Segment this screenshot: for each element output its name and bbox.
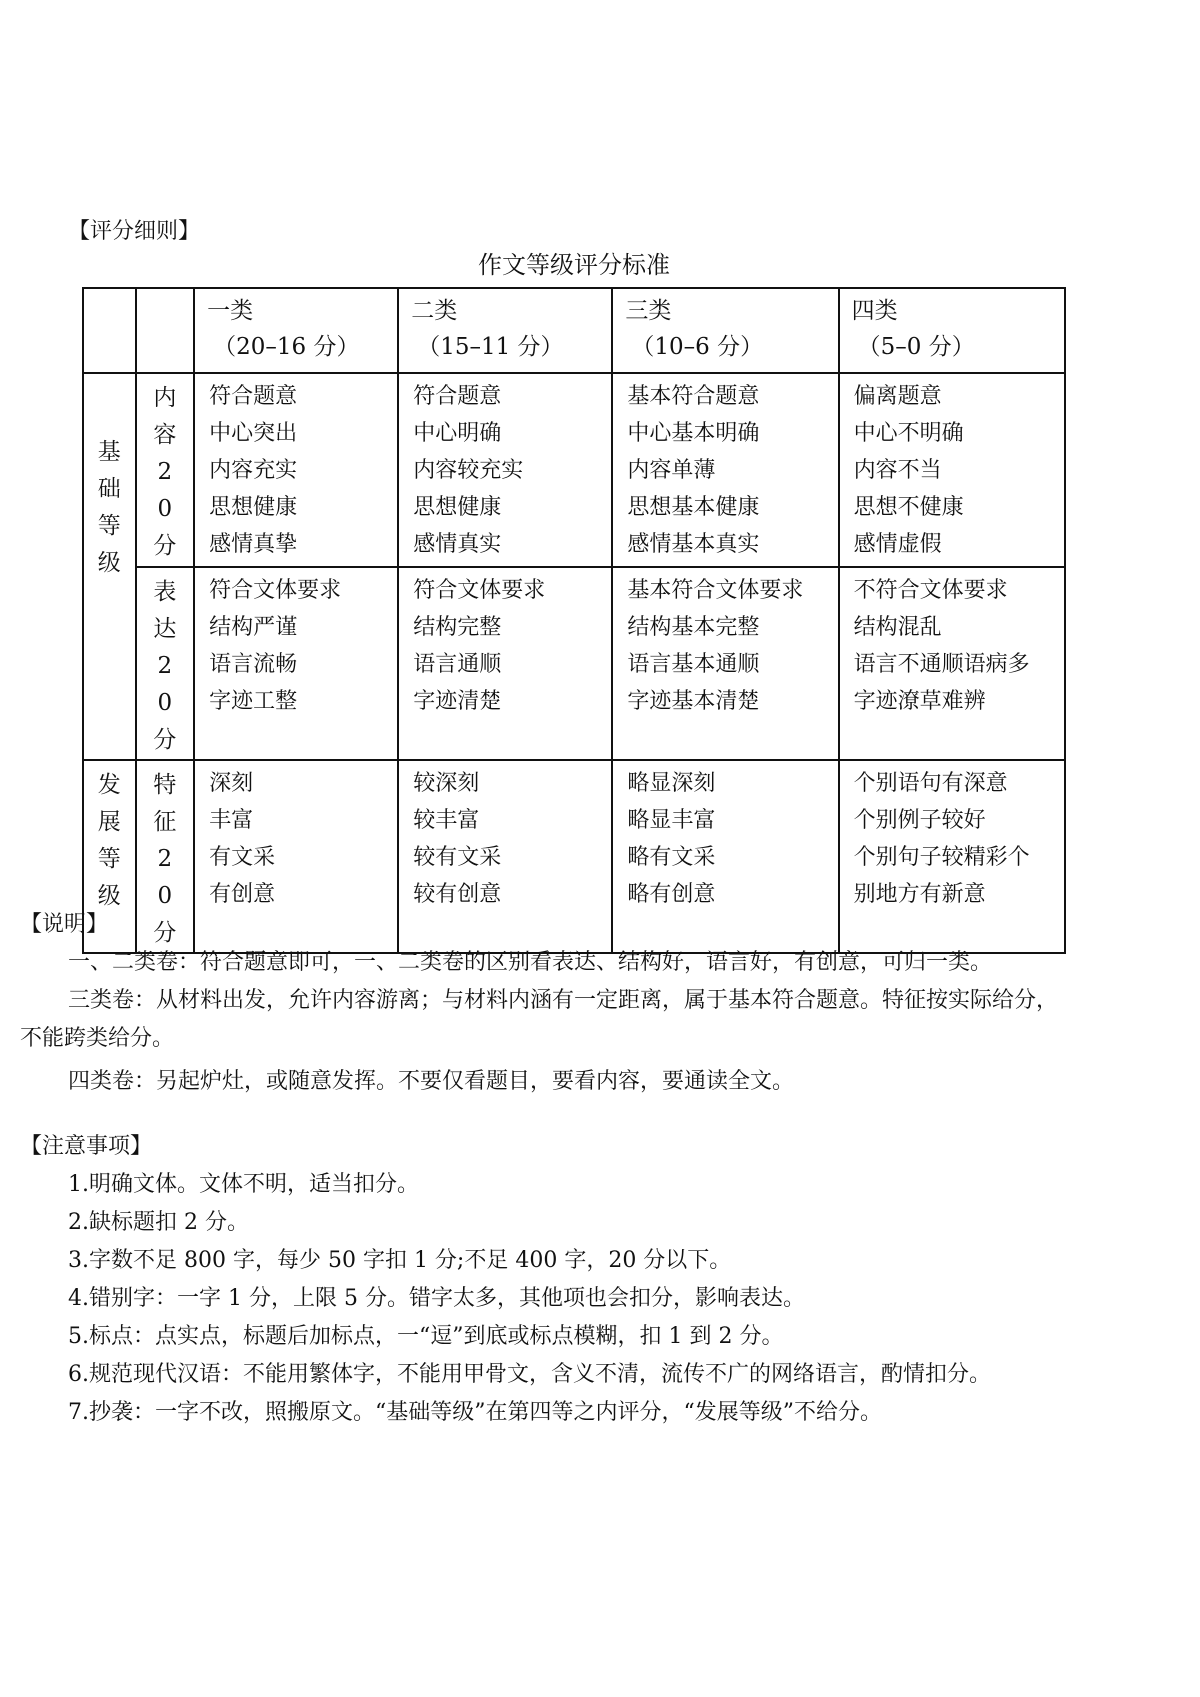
criterion: 中心基本明确 [627,421,760,446]
criterion: 符合文体要求 [209,578,342,603]
criteria-cell [194,760,398,953]
sub-label-features [136,760,195,953]
level-range: （5–0 分） [857,334,975,360]
criterion: 内容不当 [853,458,942,483]
level-name: 三类 [625,298,672,324]
empty-corner-cell [136,288,195,373]
criterion: 结构严谨 [209,615,298,640]
criterion: 略显丰富 [627,808,716,833]
note-paragraph: 四类卷：另起炉灶，或随意发挥。不要仅看题目，要看内容，要通读全文。 [68,1069,795,1094]
criterion: 深刻 [209,771,254,796]
criterion: 内容较充实 [413,458,524,483]
attention-heading: 【注意事项】 [20,1134,153,1159]
notes-heading: 【说明】 [20,912,109,937]
sub-label-expression [136,567,195,760]
table-row-features [83,760,1065,953]
criterion: 符合文体要求 [413,578,546,603]
criterion: 较深刻 [413,771,480,796]
criterion: 语言不通顺语病多 [853,652,1030,677]
note-paragraph: 一、二类卷：符合题意即可，一、二类卷的区别看表达、结构好，语言好，有创意，可归一类。 [68,950,993,975]
criterion: 略有创意 [627,882,716,907]
group-label-basic [83,373,136,760]
criteria-cell [612,373,838,567]
criterion: 字迹潦草难辨 [853,689,986,714]
criteria-cell [398,567,612,760]
level-header-1 [194,288,398,373]
criteria-cell [612,760,838,953]
criterion: 语言基本通顺 [627,652,760,677]
criterion: 语言流畅 [209,652,298,677]
attention-item: 7.抄袭：一字不改，照搬原文。“基础等级”在第四等之内评分，“发展等级”不给分。 [68,1400,882,1425]
attention-item: 5.标点：点实点，标题后加标点，一“逗”到底或标点模糊，扣 1 到 2 分。 [68,1324,784,1349]
level-header-3 [612,288,838,373]
level-header-4 [839,288,1065,373]
criteria-cell [194,567,398,760]
criterion: 语言通顺 [413,652,502,677]
criterion: 别地方有新意 [853,882,986,907]
attention-item: 6.规范现代汉语：不能用繁体字，不能用甲骨文，含义不清，流传不广的网络语言，酌情扣分。 [68,1362,991,1387]
criteria-cell [398,760,612,953]
criterion: 字迹工整 [209,689,298,714]
criterion: 中心突出 [209,421,298,446]
grading-standards-table [82,287,1066,954]
criteria-cell [839,567,1065,760]
vertical-text: 表达20分 [153,579,177,753]
vertical-text: 内容20分 [153,385,177,559]
level-name: 四类 [851,298,898,324]
table-header-row [83,288,1065,373]
vertical-text: 基础等级 [97,439,121,576]
criteria-cell [839,373,1065,567]
criterion: 偏离题意 [853,384,942,409]
criterion: 符合题意 [413,384,502,409]
criterion: 结构完整 [413,615,502,640]
criterion: 有文采 [209,845,276,870]
level-header-2 [398,288,612,373]
attention-item: 4.错别字：一字 1 分，上限 5 分。错字太多，其他项也会扣分，影响表达。 [68,1286,805,1311]
criterion: 字迹清楚 [413,689,502,714]
criterion: 感情真实 [413,532,502,557]
note-paragraph-continuation: 不能跨类给分。 [20,1026,175,1051]
level-name: 二类 [411,298,458,324]
criterion: 感情真挚 [209,532,298,557]
table-row-content [83,373,1065,567]
criterion: 结构混乱 [853,615,942,640]
level-range: （15–11 分） [417,334,564,360]
criterion: 有创意 [209,882,276,907]
vertical-text: 特征20分 [153,772,177,946]
criterion: 不符合文体要求 [853,578,1008,603]
table-row-expression [83,567,1065,760]
criterion: 丰富 [209,808,254,833]
criterion: 基本符合题意 [627,384,760,409]
criterion: 较有文采 [413,845,502,870]
criterion: 略显深刻 [627,771,716,796]
criterion: 思想健康 [413,495,502,520]
criterion: 思想健康 [209,495,298,520]
criterion: 中心不明确 [853,421,964,446]
attention-item: 2.缺标题扣 2 分。 [68,1210,249,1235]
criteria-cell [612,567,838,760]
table-title: 作文等级评分标准 [478,251,670,279]
criterion: 思想不健康 [853,495,964,520]
criteria-cell [194,373,398,567]
criterion: 感情基本真实 [627,532,760,557]
criterion: 字迹基本清楚 [627,689,760,714]
criterion: 符合题意 [209,384,298,409]
criterion: 内容充实 [209,458,298,483]
criteria-cell [839,760,1065,953]
attention-item: 3.字数不足 800 字，每少 50 字扣 1 分;不足 400 字，20 分以下。 [68,1248,732,1273]
criterion: 中心明确 [413,421,502,446]
criterion: 略有文采 [627,845,716,870]
scoring-rules-heading: 【评分细则】 [68,219,201,244]
level-range: （10–6 分） [631,334,764,360]
note-paragraph: 三类卷：从材料出发，允许内容游离；与材料内涵有一定距离，属于基本符合题意。特征按实际给分， [68,988,1059,1013]
criterion: 结构基本完整 [627,615,760,640]
criterion: 较丰富 [413,808,480,833]
level-range: （20–16 分） [213,334,360,360]
attention-item: 1.明确文体。文体不明，适当扣分。 [68,1172,419,1197]
sub-label-content [136,373,195,567]
criterion: 较有创意 [413,882,502,907]
level-name: 一类 [207,298,254,324]
empty-corner-cell [83,288,136,373]
criteria-cell [398,373,612,567]
criterion: 思想基本健康 [627,495,760,520]
criterion: 个别语句有深意 [853,771,1008,796]
criterion: 个别句子较精彩个 [853,845,1030,870]
criterion: 感情虚假 [853,532,942,557]
vertical-text: 发展等级 [97,772,121,909]
criterion: 基本符合文体要求 [627,578,804,603]
criterion: 个别例子较好 [853,808,986,833]
criterion: 内容单薄 [627,458,716,483]
